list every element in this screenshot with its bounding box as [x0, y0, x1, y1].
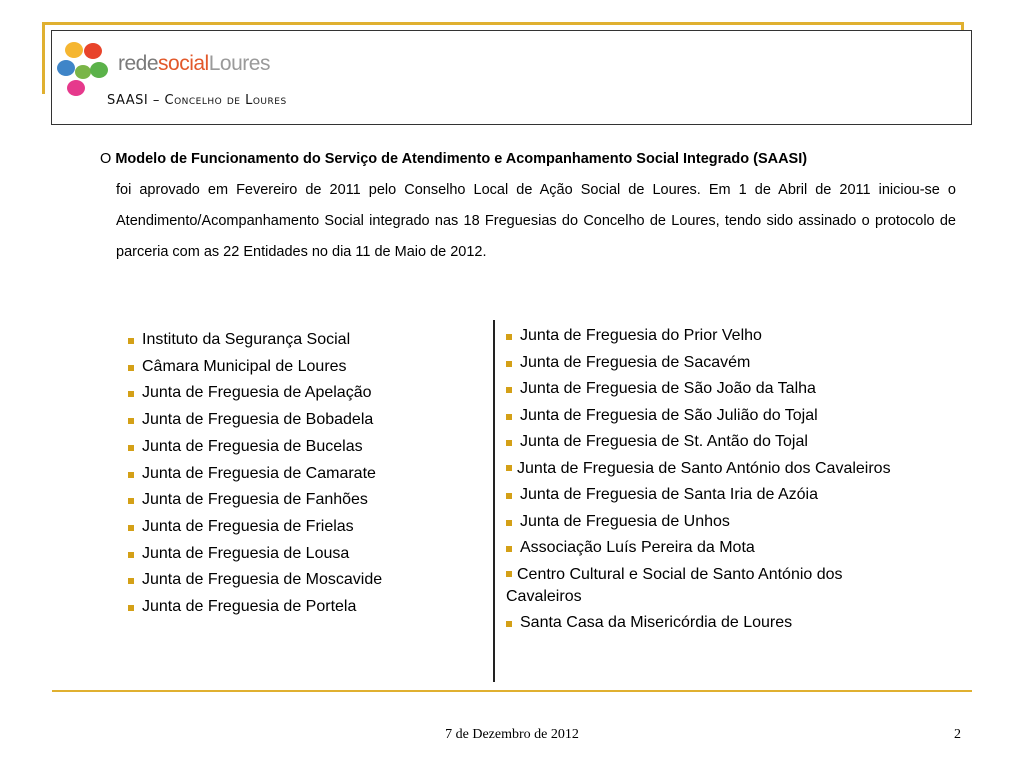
bullet-icon	[506, 493, 512, 499]
intro-paragraph	[100, 144, 956, 268]
bullet-icon	[128, 552, 134, 558]
list-item: Junta de Freguesia de Fanhões	[128, 487, 468, 514]
bullet-icon	[506, 465, 512, 471]
logo-wordmark: redesocialLoures	[118, 52, 270, 75]
bullet-icon	[506, 621, 512, 627]
bullet-icon	[128, 365, 134, 371]
bullet-icon	[128, 445, 134, 451]
bullet-icon	[506, 520, 512, 526]
list-item: Centro Cultural e Social de Santo António dos Cavaleiros	[506, 565, 843, 605]
bottom-accent-line	[52, 690, 972, 692]
footer-date: 7 de Dezembro de 2012	[445, 727, 579, 742]
list-item: Junta de Freguesia de Sacavém	[506, 352, 906, 374]
list-item: Junta de Freguesia de Frielas	[128, 514, 468, 541]
list-item: Junta de Freguesia de São Julião do Tojal	[506, 405, 906, 427]
bullet-icon	[506, 414, 512, 420]
list-item: Junta de Freguesia de Lousa	[128, 541, 468, 568]
bullet-icon	[128, 525, 134, 531]
entities-list-left	[128, 327, 468, 621]
bullet-icon	[128, 391, 134, 397]
bullet-icon	[128, 472, 134, 478]
entities-list-right	[506, 325, 906, 639]
bullet-icon	[506, 361, 512, 367]
list-item: Câmara Municipal de Loures	[128, 354, 468, 381]
bullet-icon	[506, 546, 512, 552]
bullet-icon	[128, 418, 134, 424]
intro-bold-title: Modelo de Funcionamento do Serviço de Atendimento e Acompanhamento Social Integrado (SAASI)	[115, 151, 808, 167]
bullet-icon	[506, 440, 512, 446]
list-item: Junta de Freguesia de Camarate	[128, 461, 468, 488]
intro-prefix: O	[100, 151, 116, 167]
list-item: Junta de Freguesia de São João da Talha	[506, 378, 906, 400]
list-item: Junta de Freguesia de Unhos	[506, 511, 906, 533]
bullet-icon	[506, 571, 512, 577]
list-item: Junta de Freguesia de Santa Iria de Azóia	[506, 484, 906, 506]
page-number: 2	[954, 727, 961, 742]
list-item: Junta de Freguesia de Bobadela	[128, 407, 468, 434]
bullet-icon	[128, 498, 134, 504]
list-item: Junta de Freguesia de St. Antão do Tojal	[506, 431, 906, 453]
column-divider	[493, 320, 495, 682]
bullet-icon	[128, 338, 134, 344]
list-item: Instituto da Segurança Social	[128, 327, 468, 354]
list-item: Junta de Freguesia de Apelação	[128, 380, 468, 407]
list-item: Junta de Freguesia de Portela	[128, 594, 468, 621]
top-accent-line	[42, 22, 964, 25]
bullet-icon	[128, 578, 134, 584]
left-accent-line	[42, 22, 45, 94]
list-item: Junta de Freguesia de Moscavide	[128, 567, 468, 594]
list-item: Junta de Freguesia de Bucelas	[128, 434, 468, 461]
bullet-icon	[506, 387, 512, 393]
slide-subtitle: SAASI – Concelho de Loures	[107, 93, 287, 108]
bullet-icon	[506, 334, 512, 340]
bullet-icon	[128, 605, 134, 611]
list-item: Santa Casa da Misericórdia de Loures	[506, 612, 906, 634]
intro-body: foi aprovado em Fevereiro de 2011 pelo Conselho Local de Ação Social de Loures. Em 1 de Abril de 2011 iniciou-se o Atendimento/Acompanhamento Social integrado nas 18 Freguesias do Concelho de Loures, tendo sido assinado o protocolo de parceria com as 22 Entidades no dia 11 de Maio de 2012.	[116, 182, 956, 260]
list-item: Junta de Freguesia de Santo António dos Cavaleiros	[506, 458, 906, 480]
list-item: Junta de Freguesia do Prior Velho	[506, 325, 906, 347]
list-item: Associação Luís Pereira da Mota	[506, 537, 906, 559]
